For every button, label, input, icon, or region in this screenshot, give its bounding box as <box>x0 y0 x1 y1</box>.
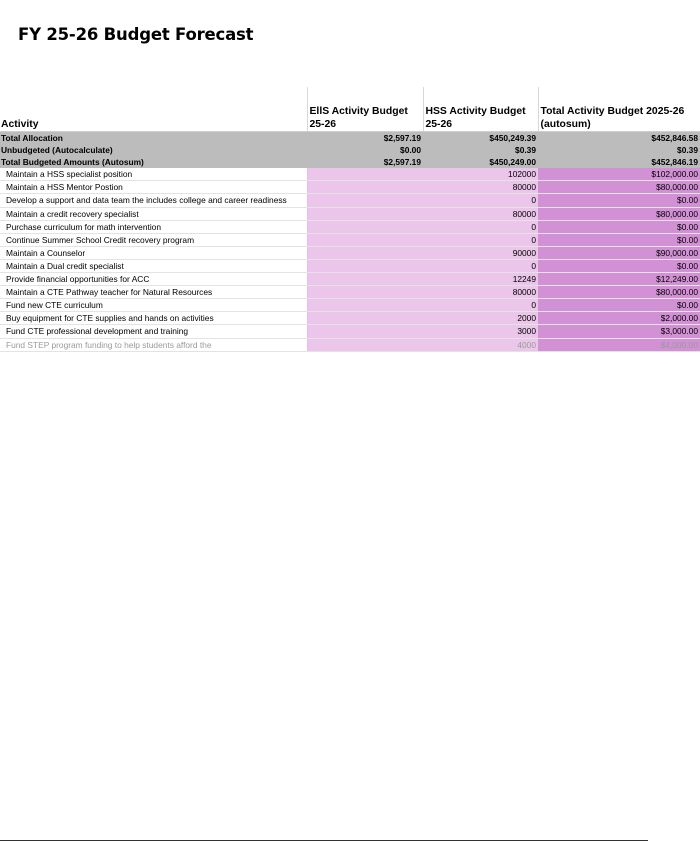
summary-total-value: $452,846.58 <box>538 132 700 145</box>
hss-budget-cell: 12249 <box>423 273 538 286</box>
total-budget-cell: $80,000.00 <box>538 181 700 194</box>
ells-budget-cell <box>307 286 423 299</box>
activity-cell: Continue Summer School Credit recovery program <box>0 233 307 246</box>
hss-budget-cell: 0 <box>423 299 538 312</box>
hss-budget-cell: 2000 <box>423 312 538 325</box>
summary-label: Total Allocation <box>0 132 307 145</box>
ells-budget-cell <box>307 207 423 220</box>
budget-table-container <box>0 87 698 350</box>
total-budget-cell: $0.00 <box>538 194 700 207</box>
summary-row-unbudgeted <box>0 144 700 156</box>
total-budget-cell: $2,000.00 <box>538 312 700 325</box>
total-budget-cell: $0.00 <box>538 233 700 246</box>
table-row <box>0 168 700 181</box>
summary-hss-value: $0.39 <box>423 144 538 156</box>
ells-budget-cell <box>307 273 423 286</box>
summary-row-total-budgeted <box>0 156 700 168</box>
header-total-budget: Total Activity Budget 2025-26 (autosum) <box>538 87 700 132</box>
total-budget-cell: $3,000.00 <box>538 325 700 338</box>
hss-budget-cell: 90000 <box>423 246 538 259</box>
ells-budget-cell <box>307 246 423 259</box>
header-hss-budget: HSS Activity Budget 25-26 <box>423 87 538 132</box>
ells-budget-cell <box>307 220 423 233</box>
hss-budget-cell: 0 <box>423 220 538 233</box>
ells-budget-cell <box>307 168 423 181</box>
activity-cell: Fund STEP program funding to help students afford the <box>0 338 307 351</box>
summary-hss-value: $450,249.00 <box>423 156 538 168</box>
activity-cell: Maintain a HSS specialist position <box>0 168 307 181</box>
hss-budget-cell: 4000 <box>423 338 538 351</box>
activity-cell: Maintain a Counselor <box>0 246 307 259</box>
page-bottom-rule <box>0 840 648 841</box>
ells-budget-cell <box>307 194 423 207</box>
summary-hss-value: $450,249.39 <box>423 132 538 145</box>
table-row <box>0 299 700 312</box>
total-budget-cell: $12,249.00 <box>538 273 700 286</box>
table-row <box>0 259 700 272</box>
total-budget-cell: $80,000.00 <box>538 207 700 220</box>
activity-cell: Maintain a CTE Pathway teacher for Natural Resources <box>0 286 307 299</box>
summary-label: Total Budgeted Amounts (Autosum) <box>0 156 307 168</box>
summary-total-value: $452,846.19 <box>538 156 700 168</box>
table-row <box>0 325 700 338</box>
hss-budget-cell: 102000 <box>423 168 538 181</box>
ells-budget-cell <box>307 338 423 351</box>
ells-budget-cell <box>307 312 423 325</box>
ells-budget-cell <box>307 181 423 194</box>
total-budget-cell: $102,000.00 <box>538 168 700 181</box>
table-row <box>0 194 700 207</box>
total-budget-cell: $0.00 <box>538 299 700 312</box>
table-row <box>0 207 700 220</box>
table-row <box>0 181 700 194</box>
summary-row-total-allocation <box>0 132 700 145</box>
hss-budget-cell: 80000 <box>423 286 538 299</box>
ells-budget-cell <box>307 325 423 338</box>
table-row-partial <box>0 338 700 351</box>
hss-budget-cell: 80000 <box>423 181 538 194</box>
header-activity: Activity <box>0 87 307 132</box>
total-budget-cell: $0.00 <box>538 220 700 233</box>
summary-ells-value: $2,597.19 <box>307 156 423 168</box>
summary-total-value: $0.39 <box>538 144 700 156</box>
activity-cell: Provide financial opportunities for ACC <box>0 273 307 286</box>
activity-cell: Purchase curriculum for math intervention <box>0 220 307 233</box>
activity-cell: Maintain a HSS Mentor Postion <box>0 181 307 194</box>
hss-budget-cell: 0 <box>423 233 538 246</box>
hss-budget-cell: 0 <box>423 259 538 272</box>
ells-budget-cell <box>307 299 423 312</box>
activity-cell: Buy equipment for CTE supplies and hands on activities <box>0 312 307 325</box>
table-row <box>0 246 700 259</box>
table-row <box>0 286 700 299</box>
total-budget-cell: $0.00 <box>538 259 700 272</box>
total-budget-cell: $90,000.00 <box>538 246 700 259</box>
activity-cell: Develop a support and data team the includes college and career readiness <box>0 194 307 207</box>
table-row <box>0 312 700 325</box>
header-ells-budget: EllS Activity Budget 25-26 <box>307 87 423 132</box>
header-row <box>0 87 700 132</box>
activity-cell: Maintain a credit recovery specialist <box>0 207 307 220</box>
ells-budget-cell <box>307 259 423 272</box>
hss-budget-cell: 0 <box>423 194 538 207</box>
activity-cell: Fund CTE professional development and training <box>0 325 307 338</box>
activity-cell: Fund new CTE curriculum <box>0 299 307 312</box>
page-title: FY 25-26 Budget Forecast <box>18 25 254 44</box>
table-row <box>0 220 700 233</box>
table-row <box>0 273 700 286</box>
summary-ells-value: $2,597.19 <box>307 132 423 145</box>
total-budget-cell: $80,000.00 <box>538 286 700 299</box>
summary-ells-value: $0.00 <box>307 144 423 156</box>
ells-budget-cell <box>307 233 423 246</box>
summary-label: Unbudgeted (Autocalculate) <box>0 144 307 156</box>
table-row <box>0 233 700 246</box>
hss-budget-cell: 3000 <box>423 325 538 338</box>
total-budget-cell: $4,000.00 <box>538 338 700 351</box>
budget-table <box>0 87 700 352</box>
hss-budget-cell: 80000 <box>423 207 538 220</box>
activity-cell: Maintain a Dual credit specialist <box>0 259 307 272</box>
